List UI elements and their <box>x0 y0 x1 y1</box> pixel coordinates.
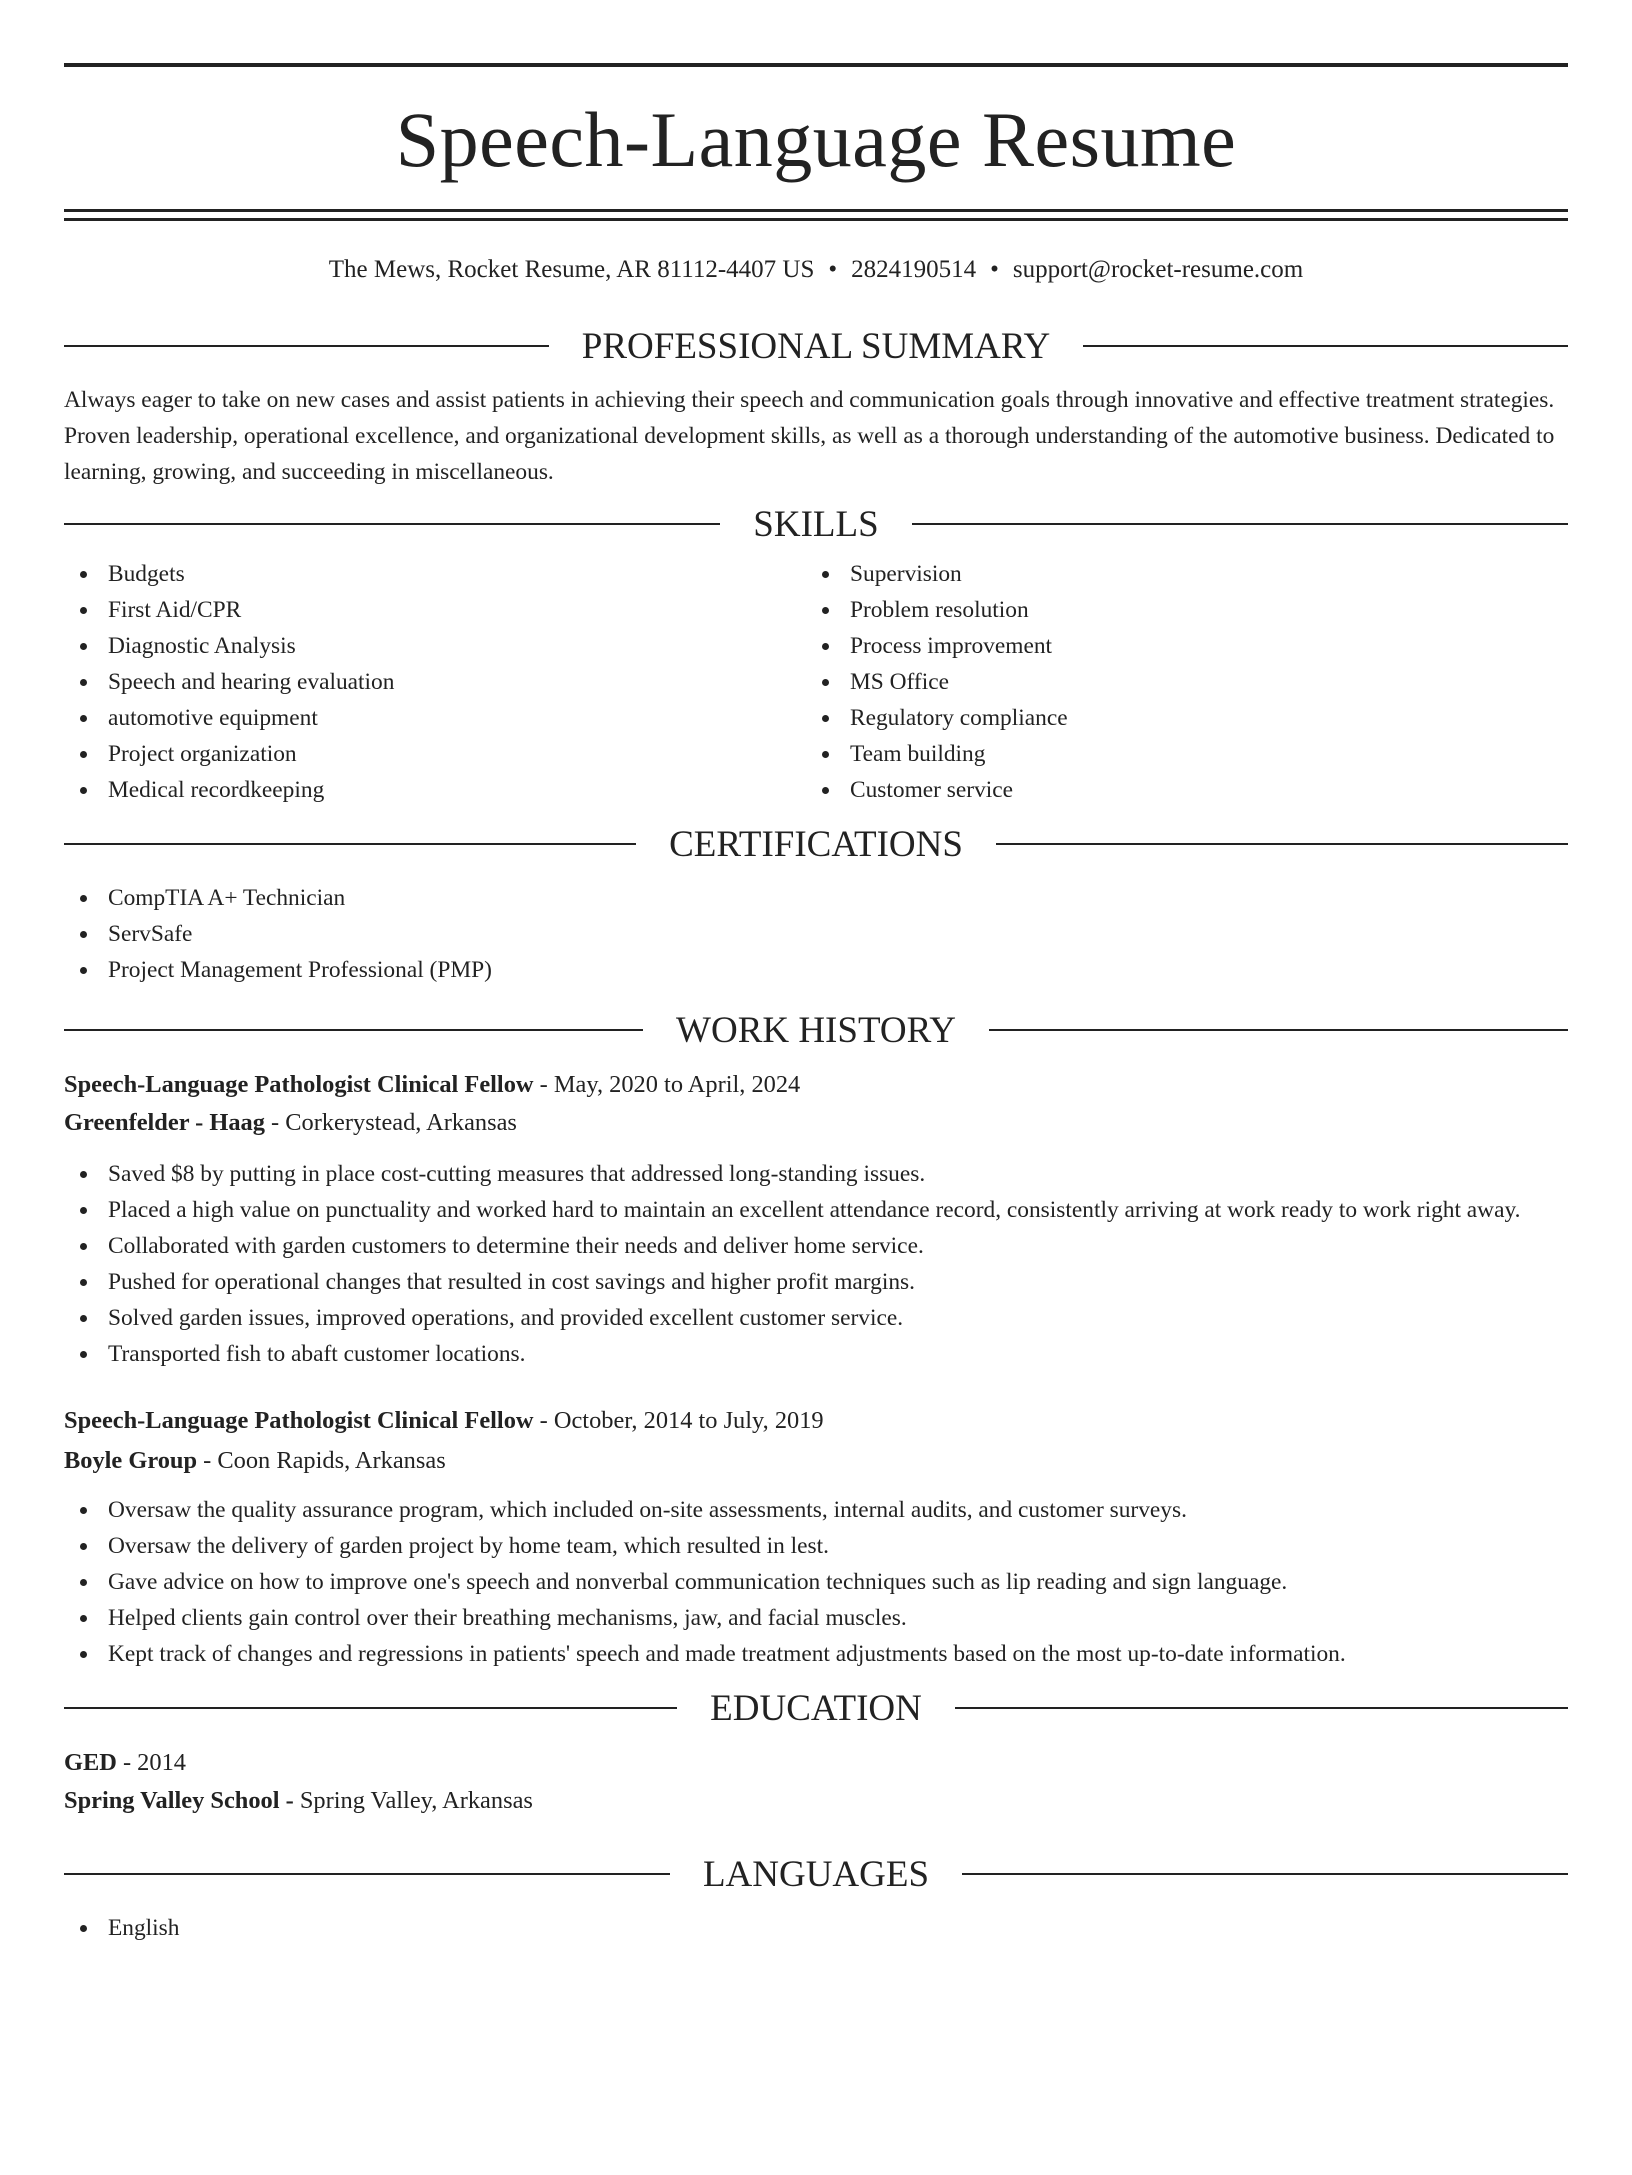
job-entry <box>64 1066 1568 1372</box>
summary-text: Always eager to take on new cases and assist patients in achieving their speech and communication goals through innovative and effective treatment strategies. Proven leadership, operational excellence, and organizational development skills, as well as a thorough understanding of the automotive business. Dedicated to learning, growing, and succeeding in miscellaneous. <box>64 387 1555 485</box>
heading-rule <box>955 1707 1568 1709</box>
job-title-line <box>64 1402 1568 1440</box>
certifications-list <box>64 880 1568 988</box>
job-title-line <box>64 1066 1568 1104</box>
job-entry <box>64 1402 1568 1672</box>
contact-separator: • <box>990 256 999 283</box>
skill-item: automotive equipment <box>64 700 806 736</box>
skills-heading <box>64 504 1568 544</box>
certification-item: CompTIA A+ Technician <box>64 880 1568 916</box>
heading-rule <box>64 523 720 525</box>
job-company-line <box>64 1104 1568 1142</box>
summary-heading <box>64 326 1568 366</box>
education-location: Spring Valley, Arkansas <box>299 1787 533 1814</box>
job-location: - Corkerystead, Arkansas <box>264 1109 517 1136</box>
top-rule <box>64 63 1568 67</box>
title-double-rule <box>64 209 1568 221</box>
skill-item: Problem resolution <box>806 592 1548 628</box>
education-degree: GED <box>64 1749 117 1776</box>
contact-address: The Mews, Rocket Resume, AR 81112-4407 US <box>328 256 815 283</box>
skill-item: Team building <box>806 736 1548 772</box>
heading-rule <box>1083 345 1568 347</box>
job-company: Greenfelder - Haag <box>64 1109 265 1136</box>
heading-rule <box>64 1707 677 1709</box>
summary-heading-label: PROFESSIONAL SUMMARY <box>581 325 1051 367</box>
skill-item: Speech and hearing evaluation <box>64 664 806 700</box>
languages-heading <box>64 1854 1568 1894</box>
skill-item: Medical recordkeeping <box>64 772 806 808</box>
job-company-line <box>64 1442 1568 1480</box>
job-bullet: Transported fish to abaft customer locations. <box>64 1336 1568 1372</box>
work-heading <box>64 1010 1568 1050</box>
heading-rule <box>912 523 1568 525</box>
skill-item: Supervision <box>806 556 1548 592</box>
job-bullet: Collaborated with garden customers to determine their needs and deliver home service. <box>64 1228 1568 1264</box>
heading-rule <box>64 1873 670 1875</box>
job-bullet: Pushed for operational changes that resulted in cost savings and higher profit margins. <box>64 1264 1568 1300</box>
resume-page <box>0 63 1632 2175</box>
education-school-line <box>64 1782 1568 1820</box>
certifications-heading-label: CERTIFICATIONS <box>669 823 963 865</box>
heading-rule <box>989 1029 1568 1031</box>
work-heading-label: WORK HISTORY <box>676 1009 956 1051</box>
skill-item: Diagnostic Analysis <box>64 628 806 664</box>
education-degree-line <box>64 1744 1568 1782</box>
skills-list-right <box>806 556 1548 808</box>
education-heading <box>64 1688 1568 1728</box>
certification-item: ServSafe <box>64 916 1568 952</box>
heading-rule <box>64 345 549 347</box>
job-bullet: Kept track of changes and regressions in patients' speech and made treatment adjustments based on the most up-to-date information. <box>64 1636 1568 1672</box>
job-dates: - May, 2020 to April, 2024 <box>533 1071 801 1098</box>
education-heading-label: EDUCATION <box>710 1687 922 1729</box>
skills-grid <box>64 556 1568 808</box>
job-bullets <box>64 1492 1568 1672</box>
heading-rule <box>996 843 1568 845</box>
skills-heading-label: SKILLS <box>753 503 879 545</box>
job-location: - Coon Rapids, Arkansas <box>197 1447 446 1474</box>
job-bullet: Saved $8 by putting in place cost-cutting measures that addressed long-standing issues. <box>64 1156 1568 1192</box>
job-bullet: Solved garden issues, improved operations, and provided excellent customer service. <box>64 1300 1568 1336</box>
heading-rule <box>64 1029 643 1031</box>
certification-item: Project Management Professional (PMP) <box>64 952 1568 988</box>
certifications-heading <box>64 824 1568 864</box>
job-company: Boyle Group <box>64 1447 198 1474</box>
job-title: Speech-Language Pathologist Clinical Fellow <box>64 1407 534 1434</box>
job-bullet: Helped clients gain control over their breathing mechanisms, jaw, and facial muscles. <box>64 1600 1568 1636</box>
languages-list <box>64 1910 1568 1946</box>
language-item: English <box>64 1910 1568 1946</box>
skills-list-left <box>64 556 806 808</box>
job-title: Speech-Language Pathologist Clinical Fellow <box>64 1071 534 1098</box>
languages-heading-label: LANGUAGES <box>702 1853 930 1895</box>
job-dates: - October, 2014 to July, 2019 <box>533 1407 824 1434</box>
skill-item: MS Office <box>806 664 1548 700</box>
contact-separator: • <box>828 256 838 283</box>
contact-line <box>64 257 1568 282</box>
job-bullets <box>64 1156 1568 1372</box>
education-entry <box>64 1744 1568 1820</box>
heading-rule <box>64 843 636 845</box>
job-bullet: Oversaw the quality assurance program, which included on-site assessments, internal audits, and customer surveys. <box>64 1492 1568 1528</box>
education-year: - 2014 <box>116 1749 186 1776</box>
skill-item: Budgets <box>64 556 806 592</box>
heading-rule <box>962 1873 1568 1875</box>
skill-item: First Aid/CPR <box>64 592 806 628</box>
page-title: Speech-Language Resume <box>395 96 1237 183</box>
skill-item: Regulatory compliance <box>806 700 1548 736</box>
job-bullet: Oversaw the delivery of garden project by home team, which resulted in lest. <box>64 1528 1568 1564</box>
skill-item: Customer service <box>806 772 1548 808</box>
job-bullet: Gave advice on how to improve one's speech and nonverbal communication techniques such as lip reading and sign language. <box>64 1564 1568 1600</box>
education-school: Spring Valley School - <box>64 1787 300 1814</box>
job-bullet: Placed a high value on punctuality and worked hard to maintain an excellent attendance record, consistently arriving at work ready to work right away. <box>64 1192 1568 1228</box>
skill-item: Process improvement <box>806 628 1548 664</box>
contact-phone: 2824190514 <box>851 256 977 283</box>
skill-item: Project organization <box>64 736 806 772</box>
contact-email: support@rocket-resume.com <box>1012 256 1304 283</box>
